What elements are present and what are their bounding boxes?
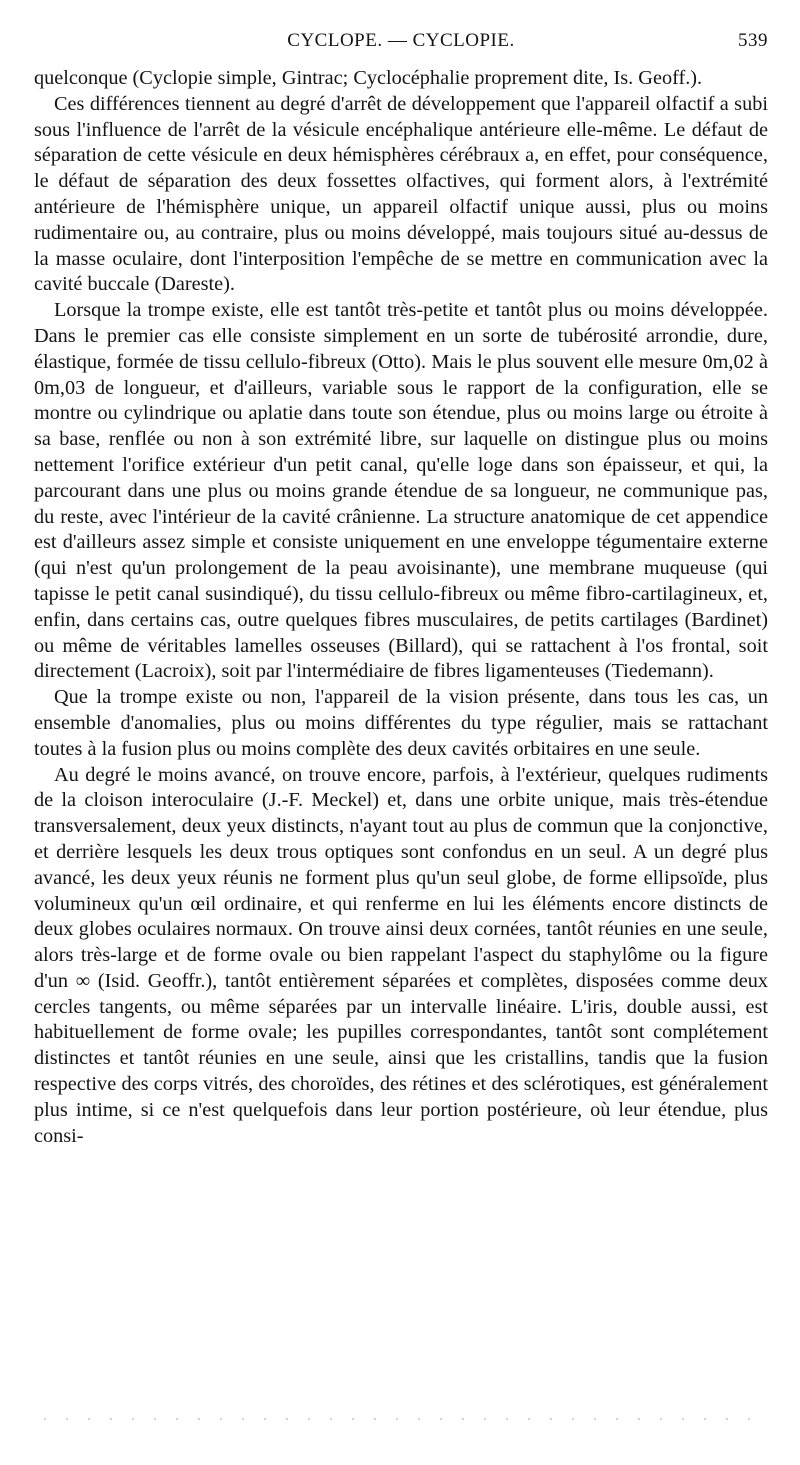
paragraph: Lorsque la trompe existe, elle est tantôt très-petite et tantôt plus ou moins développée. Dans le premier cas elle consiste simplement en un sorte de tubérosité arrondie, dure, élastique, formée de tissu cellulo-fibreux (Otto). Mais le plus souvent elle mesure 0m,02 à 0m,03 de longueur, et d'ailleurs, variable sous le rapport de la configuration, elle se montre ou cylindrique ou aplatie dans toute son étendue, plus ou moins large ou étroite à sa base, renflée ou non à son extrémité libre, sur laquelle on distingue plus ou moins nettement l'orifice extérieur d'un petit canal, qu'elle loge dans son épaisseur, et qui, la parcourant dans une plus ou moins grande étendue de sa longueur, ne communique pas, du reste, avec l'intérieur de la cavité crânienne. La structure anatomique de cet appendice est d'ailleurs assez simple et consiste uniquement en une enveloppe tégumentaire externe (qui n'est qu'un prolongement de la peau avoisinante), une membrane muqueuse (qui tapisse le petit canal susindiqué), du tissu cellulo-fibreux ou même fibro-cartilagineux, et, enfin, dans certains cas, outre quelques fibres musculaires, de petits cartilages (Bardinet) ou même de véritables lamelles osseuses (Billard), qui se rattachent à l'os frontal, soit directement (Lacroix), soit par l'intermédiaire de fibres ligamenteuses (Tiedemann). [34,299,768,683]
running-head [34,30,768,56]
paragraph: Ces différences tiennent au degré d'arrêt de développement que l'appareil olfactif a subi sous l'influence de l'arrêt de la vésicule encéphalique antérieure elle-même. Le défaut de séparation de cette vésicule en deux hémisphères cérébraux a, en effet, pour conséquence, le défaut de séparation des deux fossettes olfactives, qui forment alors, à l'extrémité antérieure de l'hémisphère unique, un appareil olfactif unique aussi, plus ou moins rudimentaire ou, au contraire, plus ou moins développé, mais toujours situé au-dessus de la masse oculaire, dont l'interposition l'empêche de se mettre en communication avec la cavité buccale (Dareste). [34,92,768,296]
paragraph: Au degré le moins avancé, on trouve encore, parfois, à l'extérieur, quelques rudiments de la cloison interoculaire (J.-F. Meckel) et, dans une orbite unique, mais très-étendue transversalement, deux yeux distincts, n'ayant tout au plus de commun que la conjonctive, et derrière lesquels les deux trous optiques sont confondus en un seul. A un degré plus avancé, les deux yeux réunis ne forment plus qu'un seul globe, de forme ellipsoïde, plus volumineux qu'un œil ordinaire, et qui renferme en lui les éléments encore distincts de deux globes oculaires normaux. On trouve ainsi deux cornées, tantôt réunies en une seule, alors très-large et de forme ovale ou bien rappelant l'aspect du staphylôme ou la figure d'un ∞ (Isid. Geoffr.), tantôt entièrement séparées et complètes, disposées comme deux cercles tangents, ou même séparées par un intervalle linéaire. L'iris, double aussi, est habituellement de forme ovale; les pupilles correspondantes, tantôt sont complétement distinctes et tantôt réunies en une seule, ainsi que les cristallins, tandis que la fusion respective des corps vitrés, des choroïdes, des rétines et des sclérotiques, est généralement plus intime, si ce n'est quelquefois dans leur portion postérieure, où leur étendue, plus consi- [34,763,768,1147]
running-title: CYCLOPE. — CYCLOPIE. [287,30,515,51]
scan-noise [34,1416,768,1422]
body-text [34,66,768,1149]
page-number: 539 [738,30,768,51]
paragraph: Que la trompe existe ou non, l'appareil de la vision présente, dans tous les cas, un ensemble d'anomalies, plus ou moins différentes du type régulier, mais se rattachant toutes à la fusion plus ou moins complète des deux cavités orbitaires en une seule. [34,686,768,760]
paragraph-continuation: quelconque (Cyclopie simple, Gintrac; Cyclocéphalie proprement dite, Is. Geoff.). [34,67,703,89]
